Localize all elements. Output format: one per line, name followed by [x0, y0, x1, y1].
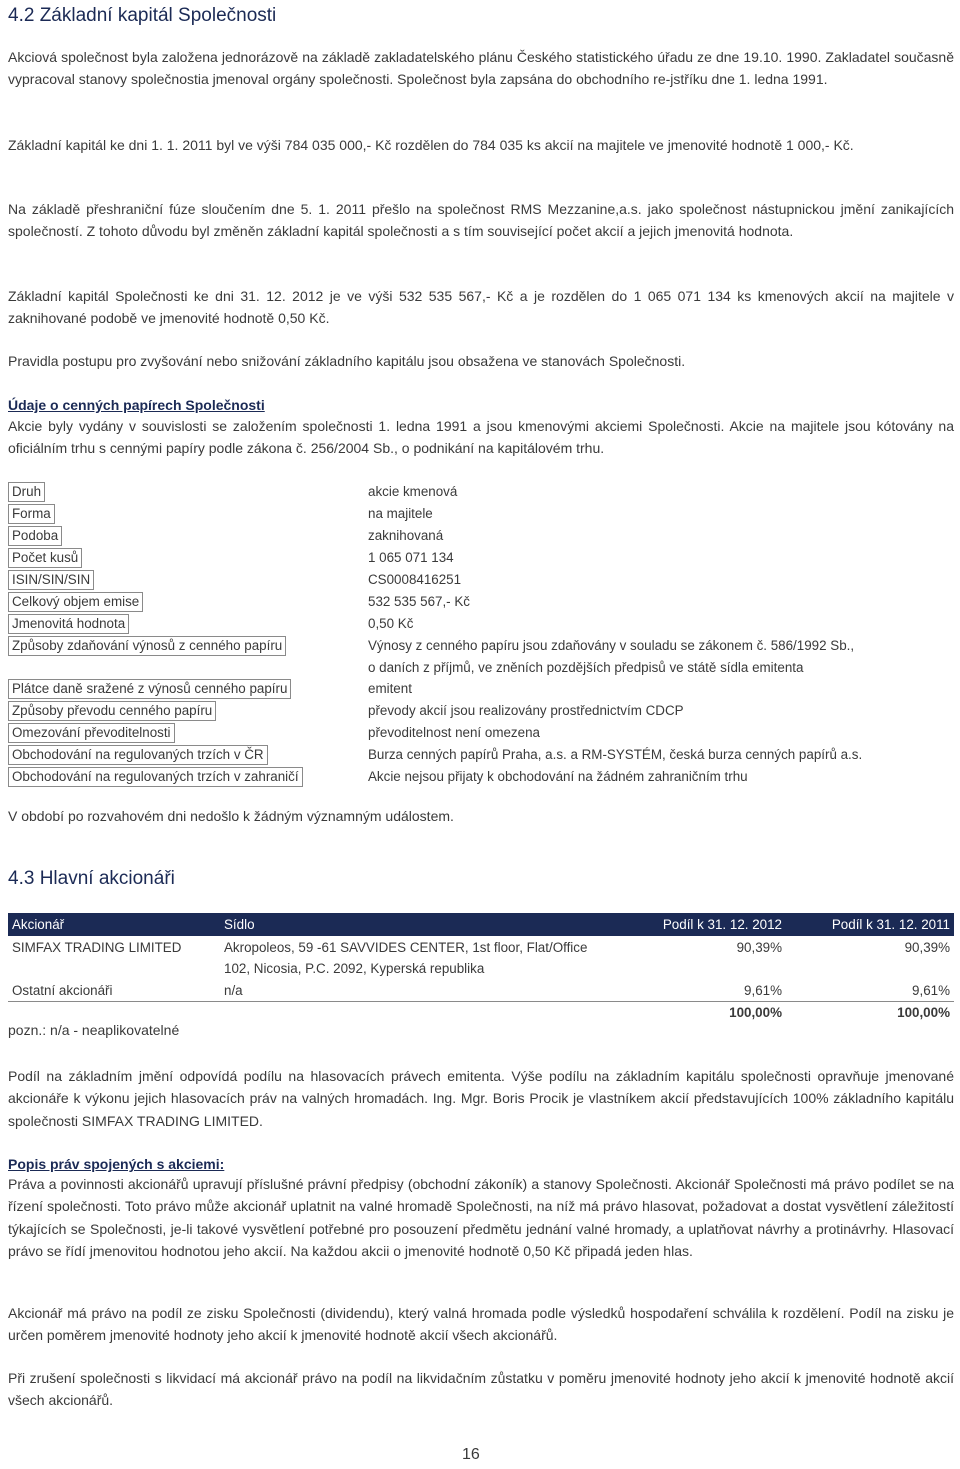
table-row — [8, 936, 954, 980]
table-row — [8, 980, 954, 1002]
row-value: akcie kmenová — [368, 484, 458, 499]
row-key: Způsoby převodu cenného papíru — [8, 701, 216, 721]
row-key: Obchodování na regulovaných trzích v ČR — [8, 745, 268, 765]
row-value: 0,50 Kč — [368, 616, 414, 631]
row-key: Druh — [8, 482, 45, 502]
table-row — [8, 635, 954, 678]
table-row — [8, 700, 954, 722]
paragraph-capital-2012: Základní kapitál Společnosti ke dni 31. 12. 2012 je ve výši 532 535 567,- Kč a je rozdělen do 1 065 071 134 ks kmenových akcií na majitele v zaknihované podobě ve jmenovité hodnotě 0,50 Kč. — [8, 288, 954, 327]
securities-heading: Údaje o cenných papírech Společnosti — [8, 397, 265, 413]
col-share-2012: Podíl k 31. 12. 2012 — [628, 913, 786, 936]
col-share-2011: Podíl k 31. 12. 2011 — [786, 913, 954, 936]
table-row — [8, 678, 954, 700]
paragraph-capital-2011: Základní kapitál ke dni 1. 1. 2011 byl ve výši 784 035 000,- Kč rozdělen do 784 035 ks akcií na majitele ve jmenovité hodnotě 1 000,- Kč. — [8, 137, 854, 153]
paragraph-voting: Podíl na základním jmění odpovídá podílu na hlasovacích právech emitenta. Výše podílu na základním kapitálu společnosti opravňuje jmenované akcionáře k výkonu jejich hlasovacích práv na valných hromadách. Ing. Mgr. Boris Procik je vlastníkem akcií představujících 100% základního kapitálu společnosti SIMFAX TRADING LIMITED. — [8, 1068, 954, 1129]
row-value: na majitele — [368, 506, 433, 521]
table-row — [8, 503, 954, 525]
rights-heading: Popis práv spojených s akciemi: — [8, 1156, 225, 1172]
row-key: Obchodování na regulovaných trzích v zahraničí — [8, 767, 303, 787]
paragraph-dividend: Akcionář má právo na podíl ze zisku Společnosti (dividendu), který valná hromada podle výsledků hospodaření schválila k rozdělení. Podíl na zisku je určen poměrem jmenovité hodnoty jeho akcií k jmenovité hodnotě akcií všech akcionářů. — [8, 1305, 954, 1344]
row-value: Akcie nejsou přijaty k obchodování na žádném zahraničním trhu — [368, 769, 748, 785]
col-shareholder: Akcionář — [8, 913, 220, 936]
cell-share-2011: 9,61% — [786, 980, 954, 1002]
row-value-line: Výnosy z cenného papíru jsou zdaňovány v souladu se zákonem č. 586/1992 Sb., — [368, 638, 855, 653]
row-value: Burza cenných papírů Praha, a.s. a RM-SYSTÉM, česká burza cenných papírů a.s. — [368, 747, 863, 763]
table-row — [8, 547, 954, 569]
cell-share-2012: 9,61% — [628, 980, 786, 1002]
paragraph-rights: Práva a povinnosti akcionářů upravují příslušné právní předpisy (obchodní zákoník) a stanovy Společnosti. Akcionář Společnosti má právo podílet se na řízení společnosti. Toto právo může akcionář uplatnit na valné hromadě Společnosti, na níž má právo hlasovat, požadovat a dostat vysvětlení záležitostí týkajících se Společnosti, je-li takové vysvětlení potřebné pro posouzení předmětu jednání valné hromady, a uplatňovat návrhy a protinávrhy. Hlasovací právo se řídí jmenovitou hodnotou jeho akcií. Na každou akcii o jmenovité hodnotě 0,50 Kč připadá jeden hlas. — [8, 1176, 954, 1260]
cell-total-2012: 100,00% — [729, 1005, 782, 1021]
row-value — [368, 635, 954, 678]
section-title: 4.2 Základní kapitál Společnosti — [8, 5, 277, 26]
paragraph-liquidation: Při zrušení společnosti s likvidací má akcionář právo na podíl na likvidačním zůstatku v poměru jmenovité hodnoty jeho akcií k jmenovité hodnotě akcií všech akcionářů. — [8, 1370, 954, 1409]
cell-share-2012: 90,39% — [736, 940, 782, 955]
paragraph-founding: Akciová společnost byla založena jednorázově na základě zakladatelského plánu Českého statistického úřadu ze dne 19.10. 1990. Zakladatel současně vypracoval stanovy společnostia jmenoval orgány společnosti. Společnost byla zapsána do obchodního re-jstříku dne 1. ledna 1991. — [8, 49, 954, 88]
row-value: 532 535 567,- Kč — [368, 594, 470, 609]
row-key: Způsoby zdaňování výnosů z cenného papíru — [8, 636, 286, 656]
cell-seat — [220, 936, 628, 980]
row-value: převoditelnost není omezena — [368, 725, 540, 741]
table-row — [8, 525, 954, 547]
row-key: Podoba — [8, 526, 62, 546]
row-value: zaknihovaná — [368, 528, 444, 543]
row-key: Forma — [8, 504, 55, 524]
table-row — [8, 744, 954, 766]
row-value-line: o daních z příjmů, ve zněních pozdějších předpisů ve státě sídla emitenta — [368, 659, 804, 675]
table-row — [8, 569, 954, 591]
table-note: pozn.: n/a - neaplikovatelné — [8, 1022, 180, 1038]
row-key: Plátce daně sražené z výnosů cenného papíru — [8, 679, 291, 699]
section2-title: 4.3 Hlavní akcionáři — [8, 868, 175, 889]
table-row — [8, 766, 954, 788]
row-value: emitent — [368, 681, 412, 697]
cell-total-2011: 100,00% — [897, 1005, 950, 1021]
table-row — [8, 613, 954, 635]
col-seat: Sídlo — [220, 913, 628, 936]
table-row — [8, 591, 954, 613]
page-number: 16 — [462, 1446, 480, 1463]
row-key: Omezování převoditelnosti — [8, 723, 175, 743]
table-total-row — [8, 1002, 954, 1024]
paragraph-rules: Pravidla postupu pro zvyšování nebo snižování základního kapitálu jsou obsažena ve stanovách Společnosti. — [8, 353, 686, 369]
cell-seat-line: Akropoleos, 59 -61 SAVVIDES CENTER, 1st floor, Flat/Office — [224, 940, 588, 955]
securities-table — [8, 481, 954, 788]
table-row — [8, 722, 954, 744]
row-value: 1 065 071 134 — [368, 550, 454, 565]
row-value: CS0008416251 — [368, 572, 462, 587]
cell-seat-line: 102, Nicosia, P.C. 2092, Kyperská republika — [224, 961, 485, 977]
paragraph-securities: Akcie byly vydány v souvislosti se založením společnosti 1. ledna 1991 a jsou kmenovými akciemi Společnosti. Akcie na majitele jsou kótovány na oficiálním trhu s cennými papíry podle zákona č. 256/2004 Sb., o podnikání na kapitálovém trhu. — [8, 418, 954, 457]
row-key: Celkový objem emise — [8, 592, 143, 612]
paragraph-post-balance: V období po rozvahovém dni nedošlo k žádným významným událostem. — [8, 808, 454, 824]
cell-share-2011: 90,39% — [904, 940, 950, 955]
shareholders-table — [8, 913, 954, 1024]
cell-seat: n/a — [220, 980, 628, 1002]
row-value: převody akcií jsou realizovány prostřednictvím CDCP — [368, 703, 684, 719]
row-key: ISIN/SIN/SIN — [8, 570, 94, 590]
cell-name: SIMFAX TRADING LIMITED — [12, 940, 182, 955]
table-row — [8, 481, 954, 503]
cell-name: Ostatní akcionáři — [8, 980, 220, 1002]
paragraph-merger: Na základě přeshraniční fúze sloučením dne 5. 1. 2011 přešlo na společnost RMS Mezzanine,a.s. jako společnost nástupnickou jmění zanikajících společností. Z tohoto důvodu byl změněn základní kapitál společnosti a s tím související počet akcií a jejich jmenovitá hodnota. — [8, 201, 954, 240]
row-key: Jmenovitá hodnota — [8, 614, 129, 634]
row-key: Počet kusů — [8, 548, 82, 568]
table-header-row — [8, 913, 954, 936]
